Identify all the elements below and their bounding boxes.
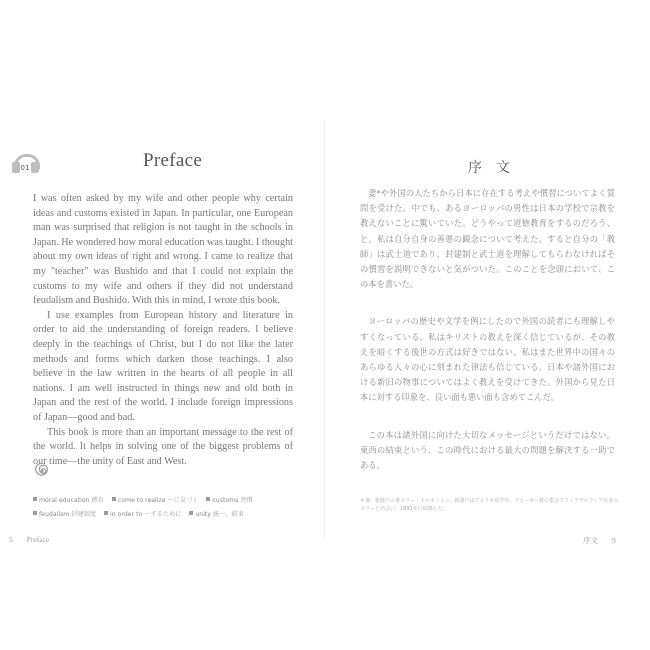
japanese-paragraph: ヨーロッパの歴史や文学を例にしたので外国の読者にも理解しやすくなっている。私はキリストの教えを深く信じているが、その教えを暗くする後世の方式は好きではない。私はまた世界中の国々のあらゆる人々の心に刻まれた律法も信じている。日本や諸外国における新旧の物事についてはよく教えを受けてきた。外国から見た日本に対する印象を、良い面も悪い面も含めてこんだ。 xyxy=(360,316,615,403)
page-title-japanese: 序文 xyxy=(468,160,524,176)
bullet-square-icon xyxy=(33,511,37,515)
vocabulary-row xyxy=(33,508,313,522)
page-number: 5 xyxy=(9,535,13,544)
folio-left xyxy=(9,535,49,544)
vocabulary-item: moral education 徳育 xyxy=(33,497,104,504)
bullet-square-icon xyxy=(206,497,210,501)
running-head: 序文 xyxy=(583,536,598,545)
japanese-body-text xyxy=(360,186,615,473)
page-gutter xyxy=(324,120,325,540)
bullet-square-icon xyxy=(112,497,116,501)
folio-right xyxy=(583,535,616,546)
english-paragraph: I was often asked by my wife and other people why certain ideas and customs existed in Japan. In particular, one European man was surprised that religion is not taught in the schools in Japan. He wondered how moral education was taught. I thought about my own ideas of right and wrong. I came to realize that my "teacher" was Bushido and that I could not explain the customs to my wife and others if they did not understand feudalism and Bushido. With this in mind, I wrote this book. xyxy=(33,193,293,307)
bullet-square-icon xyxy=(189,511,193,515)
vocabulary-item: customs 習慣 xyxy=(206,497,252,504)
japanese-paragraph: この本は諸外国に向けた大切なメッセージというだけではない。東西の結束という、この時代における最大の問題を解決する一助である。 xyxy=(360,429,615,471)
vocabulary-item: unity 統一、結束 xyxy=(189,511,244,518)
running-head: Preface xyxy=(26,535,50,544)
vocabulary-list xyxy=(33,494,313,522)
bullet-square-icon xyxy=(104,511,108,515)
vocabulary-item: come to realize ～に気づく xyxy=(112,497,199,504)
vocabulary-item: in order to ～するために xyxy=(104,511,181,518)
swirl-ornament-icon xyxy=(33,462,51,480)
bullet-square-icon xyxy=(33,497,37,501)
audio-track-number: 01 xyxy=(20,164,30,172)
english-body-text xyxy=(33,192,293,469)
vocabulary-item: feudalism 封建制度 xyxy=(33,511,96,518)
english-paragraph: This book is more than an important message to the rest of the world. It helps in solving one of the biggest problems of our time—the unity of East and West. xyxy=(33,426,293,467)
page-number: 9 xyxy=(612,536,616,545)
audio-track-badge[interactable] xyxy=(11,152,39,174)
english-paragraph: I use examples from European history and literature in order to aid the understanding of foreign readers. I believe deeply in the teachings of Christ, but I do not like the later methods and forms which darken those teachings. I also believe in the law written in the hearts of all people in all nations. I am well instructed in things new and old both in Japan and the rest of the world. I include foreign impressions of Japan—good and bad. xyxy=(33,309,293,423)
japanese-paragraph: 妻*や外国の人たちから日本に存在する考えや慣習についてよく質問を受けた。中でも、あるヨーロッパの男性は日本の学校で宗教を教えないことに驚いていた。どうやって道徳教育をするのだろう、と。私は自分自身の善悪の観念について考えた。すると自分の「教師」は武士道であり、封建制と武士道を理解してもらわなければその慣習を説明できないと気がついた。このことを念頭において、この本を書いた。 xyxy=(360,188,615,290)
vocabulary-row xyxy=(33,494,313,508)
footnote: ＊妻：新渡戸の妻メリー・エルキントン。新渡戸はアメリカ留学中、クエーカー教の集会でフィラデルフィア出身のメリーと出会い、1891年に結婚した。 xyxy=(360,498,618,512)
page-title-english: Preface xyxy=(143,150,203,171)
